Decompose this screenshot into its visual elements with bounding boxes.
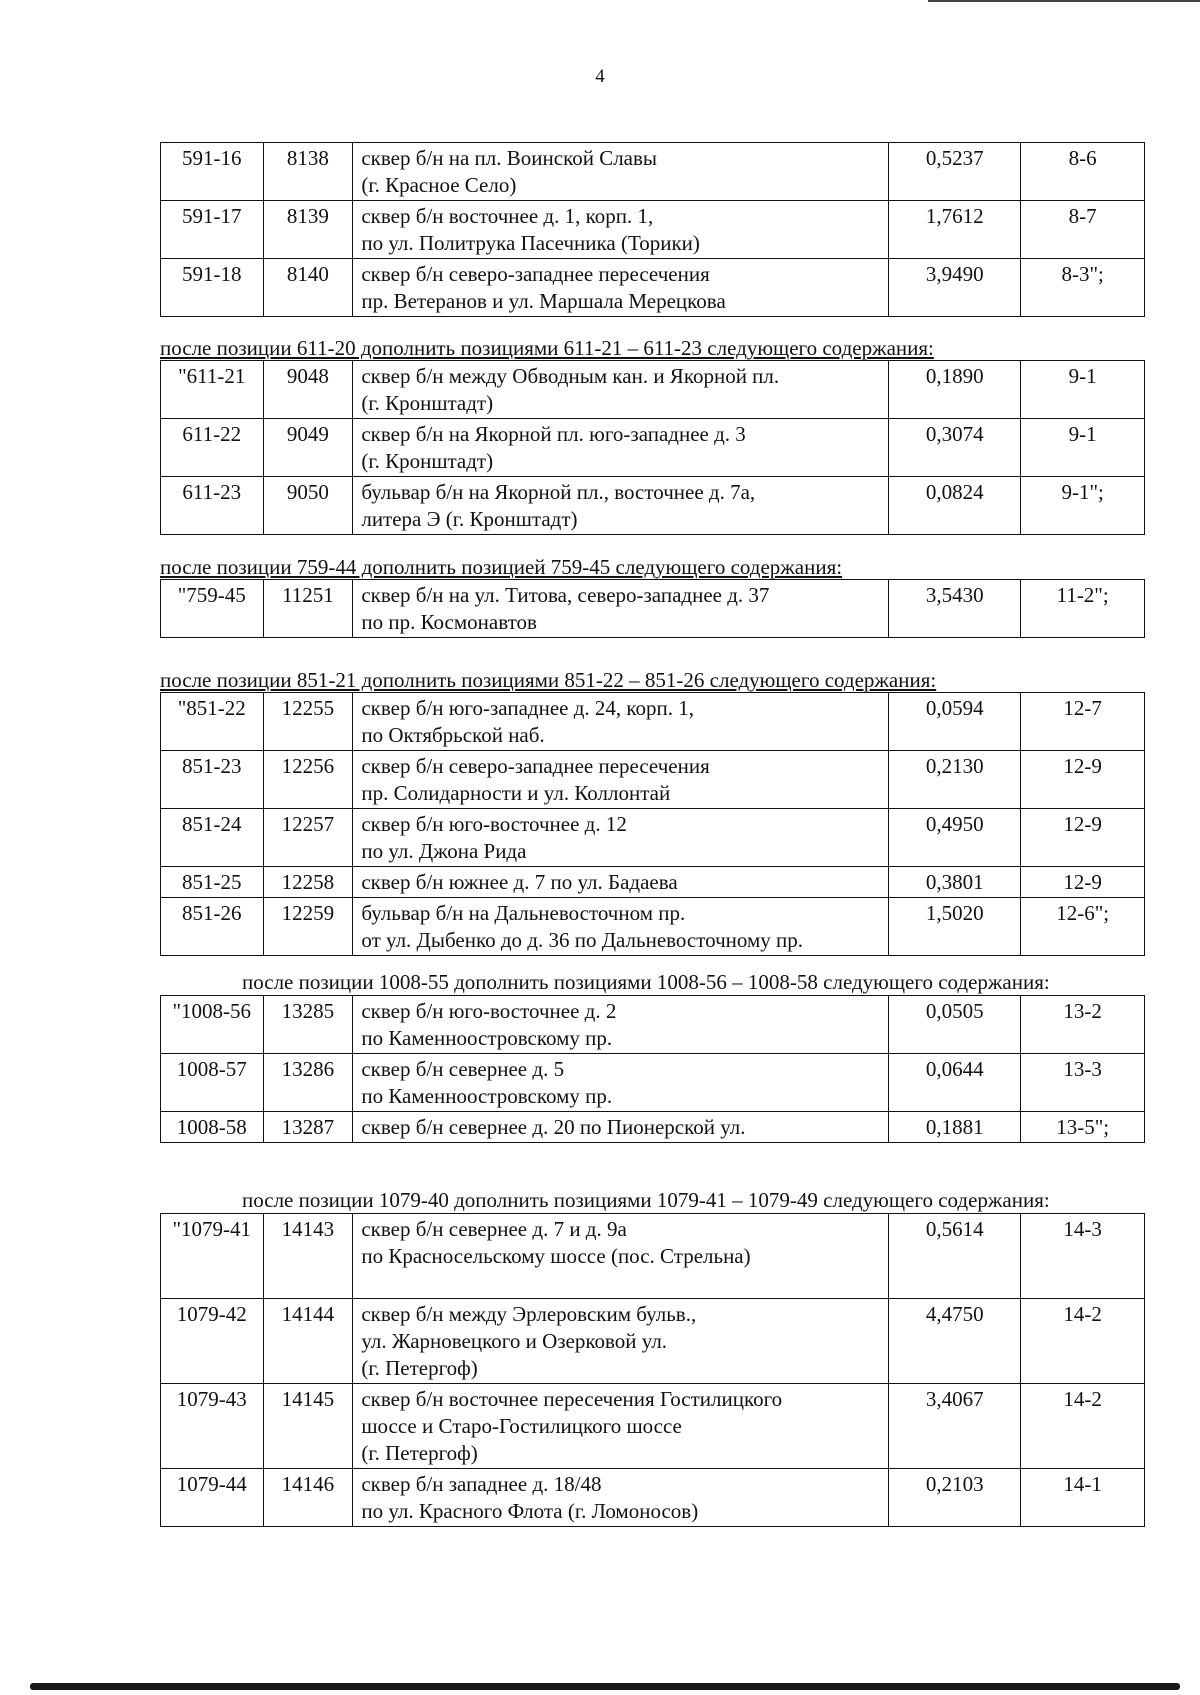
object-name-line: литера Э (г. Кронштадт) — [361, 507, 578, 531]
registry-number-cell: 13287 — [263, 1112, 353, 1143]
area-cell: 0,0644 — [889, 1054, 1021, 1112]
object-name-line: сквер б/н на ул. Титова, северо-западнее д. 37 — [361, 583, 770, 607]
area-cell: 0,1881 — [889, 1112, 1021, 1143]
table-row — [161, 477, 1145, 535]
position-cell: 591-17 — [161, 201, 264, 259]
table-row — [161, 898, 1145, 956]
object-name-line: по Каменноостровскому пр. — [361, 1026, 613, 1050]
object-name-line: сквер б/н на пл. Воинской Славы — [361, 146, 658, 170]
registry-number-cell: 8140 — [263, 259, 353, 317]
registry-number-cell: 8139 — [263, 201, 353, 259]
object-name-line: (г. Петергоф) — [361, 1356, 478, 1380]
position-cell: 1079-44 — [161, 1469, 264, 1527]
position-cell: 851-24 — [161, 809, 264, 867]
positions-table — [160, 579, 1145, 638]
object-name-line: сквер б/н северо-западнее пересечения — [361, 262, 710, 286]
position-cell: 851-26 — [161, 898, 264, 956]
object-name-line: сквер б/н восточнее д. 1, корп. 1, — [361, 204, 654, 228]
registry-number-cell: 9050 — [263, 477, 353, 535]
object-name-line: ул. Жарновецкого и Озерковой ул. — [361, 1329, 668, 1353]
table-row — [161, 1112, 1145, 1143]
object-name-line: от ул. Дыбенко до д. 36 по Дальневосточному пр. — [361, 928, 804, 952]
position-cell: "1008-56 — [161, 996, 264, 1054]
code-cell: 13-2 — [1021, 996, 1145, 1054]
registry-number-cell: 12259 — [263, 898, 353, 956]
code-cell: 8-3"; — [1021, 259, 1145, 317]
table-row — [161, 1384, 1145, 1469]
object-name-line: (г. Красное Село) — [361, 173, 517, 197]
table-row — [161, 201, 1145, 259]
position-cell: 851-23 — [161, 751, 264, 809]
positions-table — [160, 360, 1145, 535]
object-name-cell — [353, 143, 889, 201]
code-cell: 9-1"; — [1021, 477, 1145, 535]
positions-table — [160, 692, 1145, 956]
registry-number-cell: 14145 — [263, 1384, 353, 1469]
section-1 — [160, 336, 1145, 535]
object-name-line: сквер б/н восточнее пересечения Гостилицкого — [361, 1387, 783, 1411]
area-cell: 0,0505 — [889, 996, 1021, 1054]
object-name-cell — [353, 751, 889, 809]
object-name-line: по Красносельскому шоссе (пос. Стрельна) — [361, 1244, 751, 1268]
area-cell: 0,0824 — [889, 477, 1021, 535]
code-cell: 13-5"; — [1021, 1112, 1145, 1143]
object-name-line: сквер б/н севернее д. 5 — [361, 1057, 565, 1081]
area-cell: 3,9490 — [889, 259, 1021, 317]
section-2 — [160, 555, 1145, 638]
registry-number-cell: 14143 — [263, 1214, 353, 1299]
object-name-cell — [353, 1112, 889, 1143]
code-cell: 9-1 — [1021, 361, 1145, 419]
area-cell: 3,4067 — [889, 1384, 1021, 1469]
position-cell: 591-16 — [161, 143, 264, 201]
object-name-cell — [353, 580, 889, 638]
area-cell: 0,2130 — [889, 751, 1021, 809]
table-row — [161, 259, 1145, 317]
object-name-line: сквер б/н между Обводным кан. и Якорной пл. — [361, 364, 780, 388]
code-cell: 12-9 — [1021, 751, 1145, 809]
position-cell: "1079-41 — [161, 1214, 264, 1299]
table-row — [161, 809, 1145, 867]
object-name-line: по ул. Джона Рида — [361, 839, 527, 863]
area-cell: 1,5020 — [889, 898, 1021, 956]
code-cell: 14-2 — [1021, 1384, 1145, 1469]
object-name-line: пр. Солидарности и ул. Коллонтай — [361, 781, 671, 805]
object-name-line: сквер б/н северо-западнее пересечения — [361, 754, 710, 778]
section-0 — [160, 142, 1145, 317]
registry-number-cell: 12258 — [263, 867, 353, 898]
section-3 — [160, 668, 1145, 956]
positions-table — [160, 142, 1145, 317]
object-name-line: (г. Петергоф) — [361, 1441, 478, 1465]
object-name-line: по Октябрьской наб. — [361, 723, 545, 747]
table-row — [161, 1469, 1145, 1527]
registry-number-cell: 14144 — [263, 1299, 353, 1384]
position-cell: 591-18 — [161, 259, 264, 317]
table-row — [161, 751, 1145, 809]
position-cell: 611-23 — [161, 477, 264, 535]
code-cell: 13-3 — [1021, 1054, 1145, 1112]
section-4 — [160, 970, 1145, 1143]
object-name-line: (г. Кронштадт) — [361, 391, 494, 415]
area-cell: 0,1890 — [889, 361, 1021, 419]
object-name-cell — [353, 809, 889, 867]
table-row — [161, 361, 1145, 419]
object-name-cell — [353, 1299, 889, 1384]
area-cell: 0,5614 — [889, 1214, 1021, 1299]
table-row — [161, 143, 1145, 201]
object-name-cell — [353, 361, 889, 419]
object-name-cell — [353, 996, 889, 1054]
object-name-cell — [353, 1384, 889, 1469]
area-cell: 0,3074 — [889, 419, 1021, 477]
object-name-line: по ул. Красного Флота (г. Ломоносов) — [361, 1499, 699, 1523]
object-name-cell — [353, 1469, 889, 1527]
code-cell: 12-9 — [1021, 809, 1145, 867]
table-row — [161, 1214, 1145, 1299]
section-caption: после позиции 1008-55 дополнить позициями 1008-56 – 1008-58 следующего содержания: — [242, 970, 1050, 994]
area-cell: 4,4750 — [889, 1299, 1021, 1384]
section-caption: после позиции 851-21 дополнить позициями 851-22 – 851-26 следующего содержания: — [160, 668, 937, 692]
section-caption: после позиции 611-20 дополнить позициями 611-21 – 611-23 следующего содержания: — [160, 336, 934, 360]
positions-table — [160, 995, 1145, 1143]
position-cell: 1079-43 — [161, 1384, 264, 1469]
position-cell: "611-21 — [161, 361, 264, 419]
table-row — [161, 996, 1145, 1054]
object-name-line: пр. Ветеранов и ул. Маршала Мерецкова — [361, 289, 726, 313]
registry-number-cell: 13286 — [263, 1054, 353, 1112]
registry-number-cell: 12256 — [263, 751, 353, 809]
object-name-cell — [353, 898, 889, 956]
registry-number-cell: 13285 — [263, 996, 353, 1054]
position-cell: "759-45 — [161, 580, 264, 638]
section-caption: после позиции 1079-40 дополнить позициями 1079-41 – 1079-49 следующего содержания: — [242, 1188, 1050, 1212]
registry-number-cell: 12255 — [263, 693, 353, 751]
object-name-cell — [353, 419, 889, 477]
object-name-line: сквер б/н юго-восточнее д. 12 — [361, 812, 627, 836]
object-name-cell — [353, 1054, 889, 1112]
object-name-line: (г. Кронштадт) — [361, 449, 494, 473]
positions-table — [160, 1213, 1145, 1527]
code-cell: 12-6"; — [1021, 898, 1145, 956]
code-cell: 11-2"; — [1021, 580, 1145, 638]
object-name-cell — [353, 867, 889, 898]
position-cell: 1008-57 — [161, 1054, 264, 1112]
registry-number-cell: 14146 — [263, 1469, 353, 1527]
registry-number-cell: 11251 — [263, 580, 353, 638]
object-name-line: сквер б/н на Якорной пл. юго-западнее д. 3 — [361, 422, 746, 446]
object-name-line: шоссе и Старо-Гостилицкого шоссе — [361, 1414, 682, 1438]
code-cell: 12-7 — [1021, 693, 1145, 751]
position-cell: 1008-58 — [161, 1112, 264, 1143]
object-name-line: по ул. Политрука Пасечника (Торики) — [361, 231, 700, 255]
position-cell: 1079-42 — [161, 1299, 264, 1384]
bottom-edge-rule — [30, 1683, 1180, 1690]
object-name-line: по пр. Космонавтов — [361, 610, 537, 634]
section-5 — [160, 1188, 1145, 1527]
area-cell: 0,3801 — [889, 867, 1021, 898]
object-name-line: сквер б/н севернее д. 20 по Пионерской ул. — [361, 1115, 746, 1139]
area-cell: 1,7612 — [889, 201, 1021, 259]
object-name-line: бульвар б/н на Якорной пл., восточнее д. 7а, — [361, 480, 756, 504]
position-cell: 851-25 — [161, 867, 264, 898]
object-name-cell — [353, 693, 889, 751]
area-cell: 0,5237 — [889, 143, 1021, 201]
top-edge-rule — [928, 0, 1200, 2]
area-cell: 0,2103 — [889, 1469, 1021, 1527]
position-cell: "851-22 — [161, 693, 264, 751]
object-name-line: бульвар б/н на Дальневосточном пр. — [361, 901, 686, 925]
registry-number-cell: 9048 — [263, 361, 353, 419]
code-cell: 8-6 — [1021, 143, 1145, 201]
code-cell: 14-3 — [1021, 1214, 1145, 1299]
area-cell: 0,4950 — [889, 809, 1021, 867]
object-name-line — [361, 1270, 880, 1297]
area-cell: 0,0594 — [889, 693, 1021, 751]
code-cell: 12-9 — [1021, 867, 1145, 898]
object-name-cell — [353, 1214, 889, 1299]
object-name-line: сквер б/н юго-восточнее д. 2 — [361, 999, 617, 1023]
table-row — [161, 1299, 1145, 1384]
object-name-line: по Каменноостровскому пр. — [361, 1084, 613, 1108]
page-number: 4 — [595, 66, 605, 87]
code-cell: 9-1 — [1021, 419, 1145, 477]
code-cell: 8-7 — [1021, 201, 1145, 259]
table-row — [161, 693, 1145, 751]
position-cell: 611-22 — [161, 419, 264, 477]
object-name-line: сквер б/н южнее д. 7 по ул. Бадаева — [361, 870, 678, 894]
table-row — [161, 419, 1145, 477]
section-caption: после позиции 759-44 дополнить позицией 759-45 следующего содержания: — [160, 555, 843, 579]
object-name-line: сквер б/н западнее д. 18/48 — [361, 1472, 602, 1496]
area-cell: 3,5430 — [889, 580, 1021, 638]
code-cell: 14-2 — [1021, 1299, 1145, 1384]
object-name-line: сквер б/н между Эрлеровским бульв., — [361, 1302, 697, 1326]
table-row — [161, 1054, 1145, 1112]
registry-number-cell: 8138 — [263, 143, 353, 201]
object-name-line: сквер б/н юго-западнее д. 24, корп. 1, — [361, 696, 695, 720]
object-name-cell — [353, 477, 889, 535]
code-cell: 14-1 — [1021, 1469, 1145, 1527]
table-row — [161, 580, 1145, 638]
table-row — [161, 867, 1145, 898]
object-name-line: сквер б/н севернее д. 7 и д. 9а — [361, 1217, 627, 1241]
object-name-cell — [353, 259, 889, 317]
registry-number-cell: 12257 — [263, 809, 353, 867]
object-name-cell — [353, 201, 889, 259]
registry-number-cell: 9049 — [263, 419, 353, 477]
